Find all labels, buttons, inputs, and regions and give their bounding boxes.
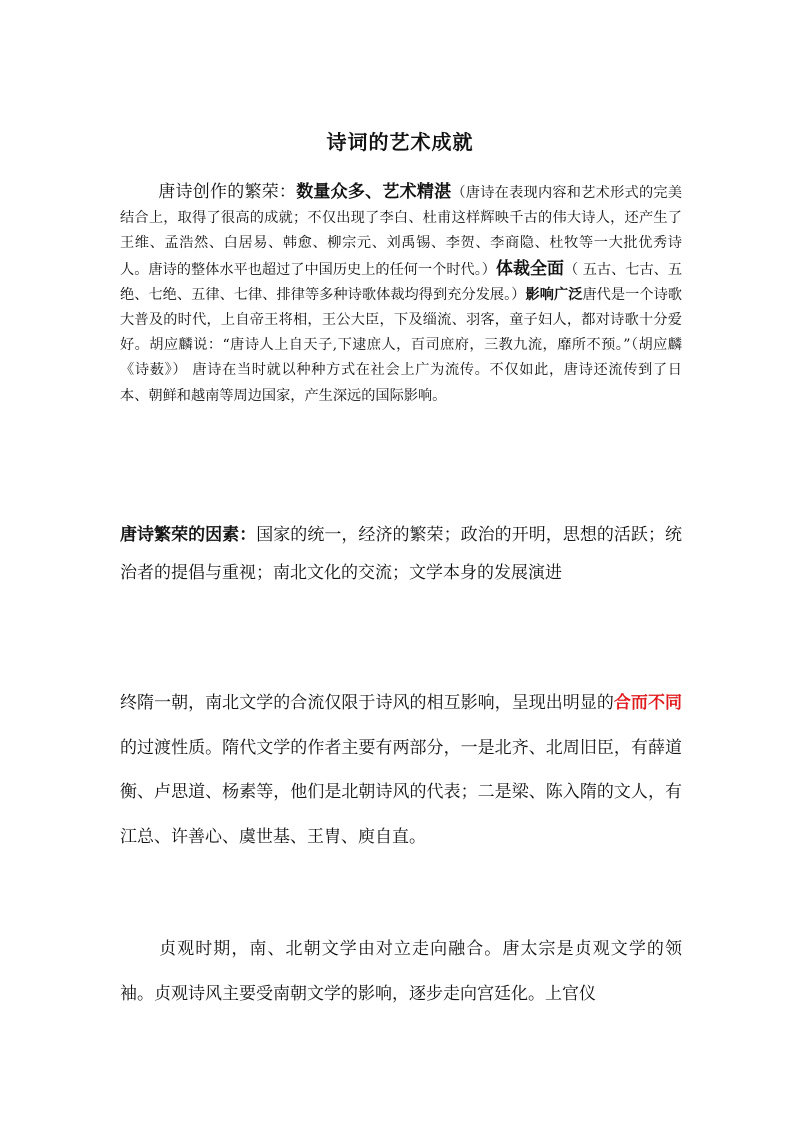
paragraph-zhenguan-period (120, 927, 682, 1016)
p1-text-1: （唐诗在表现内容和艺术形式的完美结合上，取得了很高的成就；不仅出现了李白、杜甫这样辉映千古的伟大诗人，还产生了王维、孟浩然、白居易、韩愈、柳宗元、刘禹锡、李贺、李商隐、杜牧等一大批优秀诗人。唐诗的整体水平也超过了中国历史上的任何一个时代。） (120, 185, 683, 278)
p1-lead: 唐诗创作的繁荣： (158, 182, 297, 202)
p2-bold-heading: 唐诗繁荣的因素： (120, 525, 257, 545)
page-title: 诗词的艺术成就 (326, 130, 474, 154)
p1-text-2: （ 五古、七古、五绝、七绝、五律、七律、排律等多种诗歌体裁均得到充分发展。） (120, 261, 683, 303)
p3-text-1: 终隋一朝，南北文学的合流仅限于诗风的相互影响，呈现出明显的 (120, 693, 614, 713)
p3-text-2: 的过渡性质。隋代文学的作者主要有两部分，一是北齐、北周旧臣，有薛道衡、卢思道、杨素等，他们是北朝诗风的代表；二是梁、陈入隋的文人，有江总、许善心、虞世基、王胄、庾自直。 (120, 737, 682, 847)
p1-bold-genres: 体裁全面 (495, 258, 564, 279)
paragraph-sui-literature (120, 681, 682, 859)
p4-text: 贞观时期，南、北朝文学由对立走向融合。唐太宗是贞观文学的领袖。贞观诗风主要受南朝文学的影响，逐步走向宫廷化。上官仪 (120, 939, 682, 1004)
p3-highlight: 合而不同 (613, 693, 682, 713)
p2-text: 国家的统一，经济的繁荣；政治的开明，思想的活跃；统治者的提倡与重视；南北文化的交流；文学本身的发展演进 (120, 525, 682, 583)
p1-bold-influence: 影响广泛 (525, 286, 583, 303)
p1-bold-quantity: 数量众多、艺术精湛 (296, 182, 452, 202)
p1-text-3: 唐代是一个诗歌大普及的时代，上自帝王将相，王公大臣，下及缁流、羽客，童子妇人，都对诗歌十分爱好。胡应麟说：“唐诗人上自天子,下逮庶人，百司庶府，三教九流，靡所不预。”（胡应麟《诗薮》） 唐诗在当时就以种种方式在社会上广为流传。不仅如此，唐诗还流传到了日本、朝鲜和越南等周边国家，产生深远的国际影响。 (120, 286, 682, 404)
paragraph-tang-poetry-prosperity (120, 180, 682, 409)
paragraph-prosperity-factors (120, 516, 682, 592)
